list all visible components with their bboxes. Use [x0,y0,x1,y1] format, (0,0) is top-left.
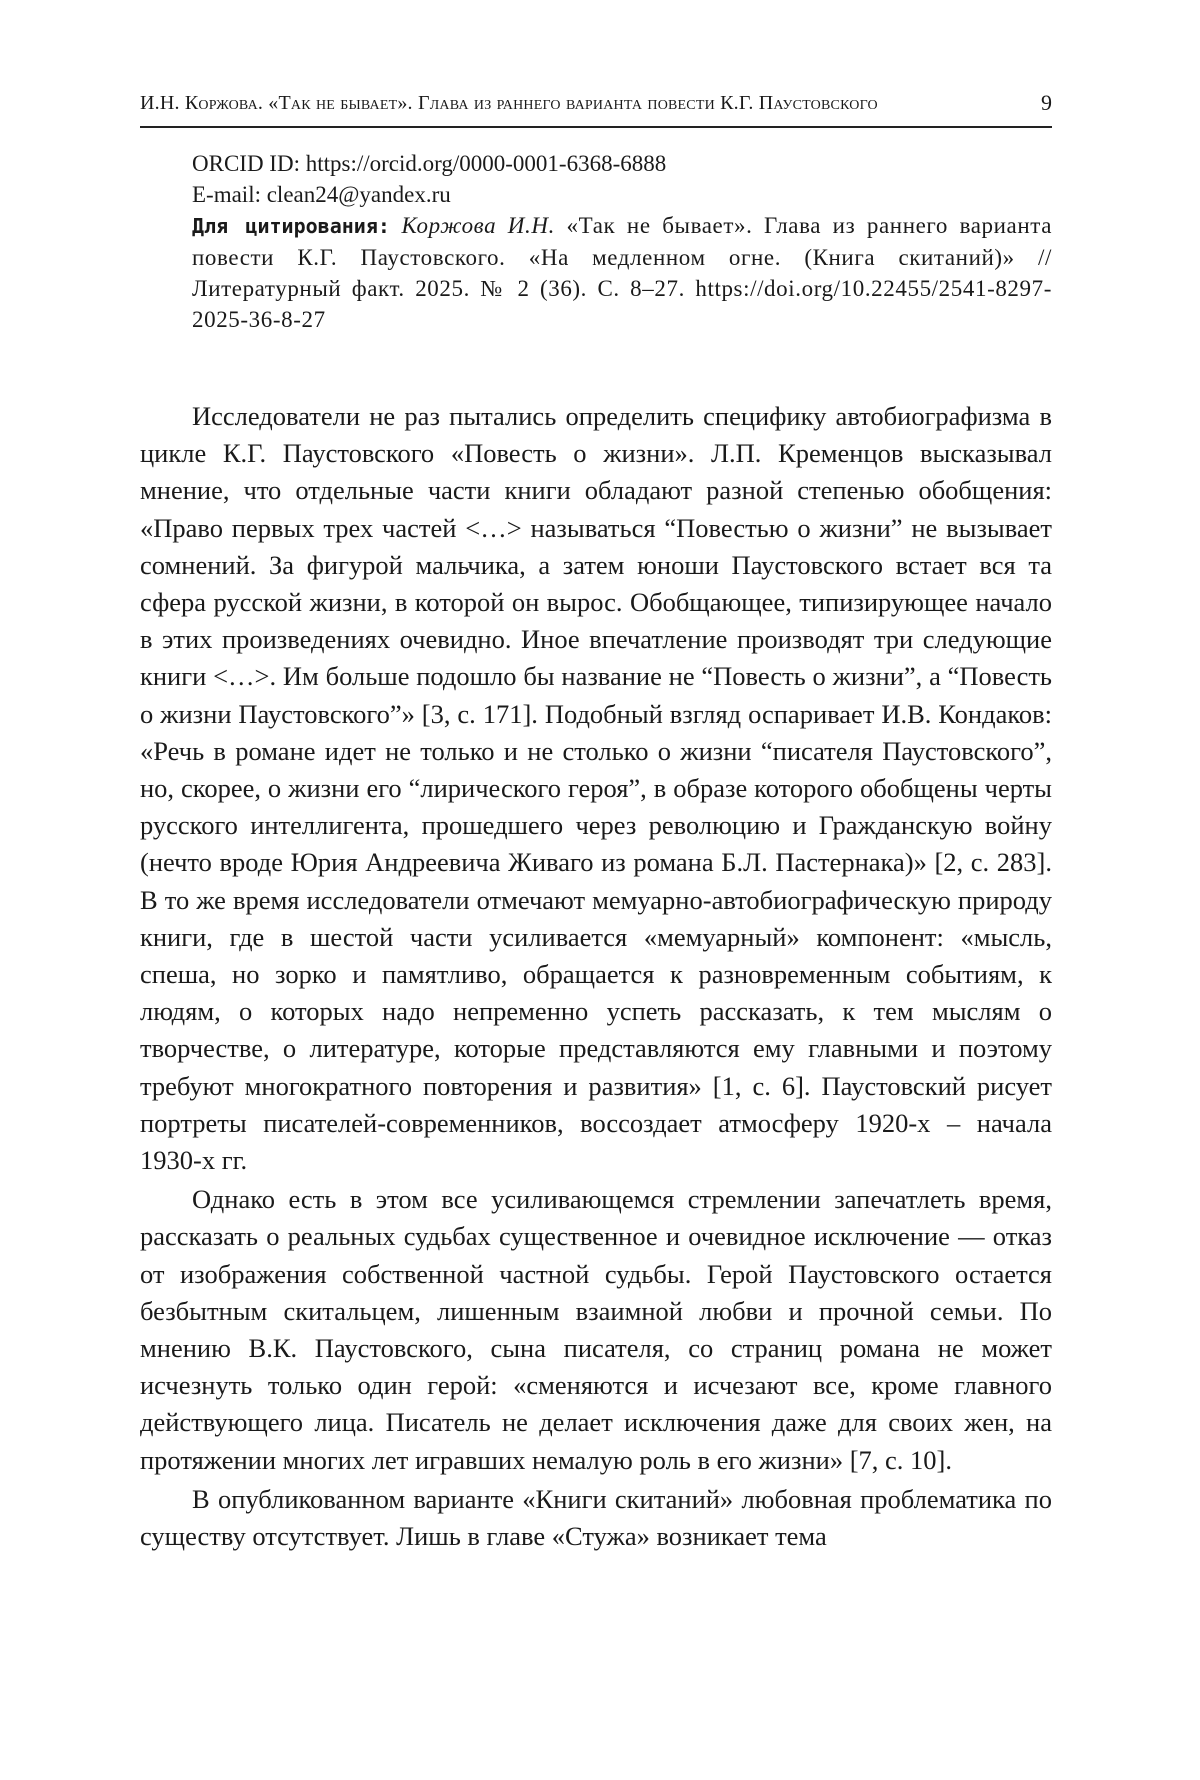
body-paragraph-3: В опубликованном варианте «Книги скитаний» любовная проблематика по существу отсутствует. Лишь в главе «Стужа» возникает тема [140,1483,1052,1552]
citation-label: Для цитирования: [192,214,390,238]
orcid-line: ORCID ID: https://orcid.org/0000-0001-6368-6888 [192,151,667,176]
article-metadata [192,148,1052,335]
body-paragraph-2: Однако есть в этом все усиливающемся стремлении запечатлеть время, рассказать о реальных судьбах существенное и очевидное исключение — отказ от изображения собственной частной судьбы. Герой Паустовского остается безбытным скитальцем, лишенным взаимной любви и прочной семьи. По мнению В.К. Паустовского, сына писателя, со страниц романа не может исчезнуть только один герой: «сменяются и исчезают все, кроме главного действующего лица. Писатель не делает исключения даже для своих жен, на протяжении многих лет игравших немалую роль в его жизни» [7, с. 10]. [140,1184,1052,1475]
citation-author: Коржова И.Н. [401,213,555,238]
email-line: E-mail: clean24@yandex.ru [192,182,451,207]
citation-block [192,210,1052,335]
body-paragraph-1: Исследователи не раз пытались определить специфику автобиографизма в цикле К.Г. Паустовского «Повесть о жизни». Л.П. Кременцов высказывал мнение, что отдельные части книги обладают разной степенью обобщения: «Право первых трех частей <…> называться “Повестью о жизни” не вызывает сомнений. За фигурой мальчика, а затем юноши Паустовского встает вся та сфера русской жизни, в которой он вырос. Обобщающее, типизирующее начало в этих произведениях очевидно. Иное впечатление производят три следующие книги <…>. Им больше подошло бы название не “Повесть о жизни”, а “Повесть о жизни Паустовского”» [3, с. 171]. Подобный взгляд оспаривает И.В. Кондаков: «Речь в романе идет не только и не столько о жизни “писателя Паустовского”, но, скорее, о жизни его “лирического героя”, в образе которого обобщены черты русского интеллигента, прошедшего через революцию и Гражданскую войну (нечто вроде Юрия Андреевича Живаго из романа Б.Л. Пастернака)» [2, с. 283]. В то же время исследователи отмечают мемуарно-автобиографическую природу книги, где в шестой части усиливается «мемуарный» компонент: «мысль, спеша, но зорко и памятливо, обращается к разновременным событиям, к людям, о которых надо непременно успеть рассказать, к тем мыслям о творчестве, о литературе, которые представляются ему главными и поэтому требуют многократного повторения и развития» [1, с. 6]. Паустовский рисует портреты писателей-современников, воссоздает атмосферу 1920-х – начала 1930-х гг. [140,401,1052,1176]
page-number: 9 [1041,90,1052,115]
article-body [140,398,1052,1557]
citation-text: «Так не бывает». Глава из раннего варианта повести К.Г. Паустовского. «На медленном огне. (Книга скитаний)» // Литературный факт. 2025. № 2 (36). С. 8–27. https://doi.org/10.22455/2541-8297-2025-36-8-27 [192,213,1053,332]
running-header [140,86,1052,128]
running-title: И.Н. Коржова. «Так не бывает». Глава из раннего варианта повести К.Г. Паустовского [140,92,878,114]
